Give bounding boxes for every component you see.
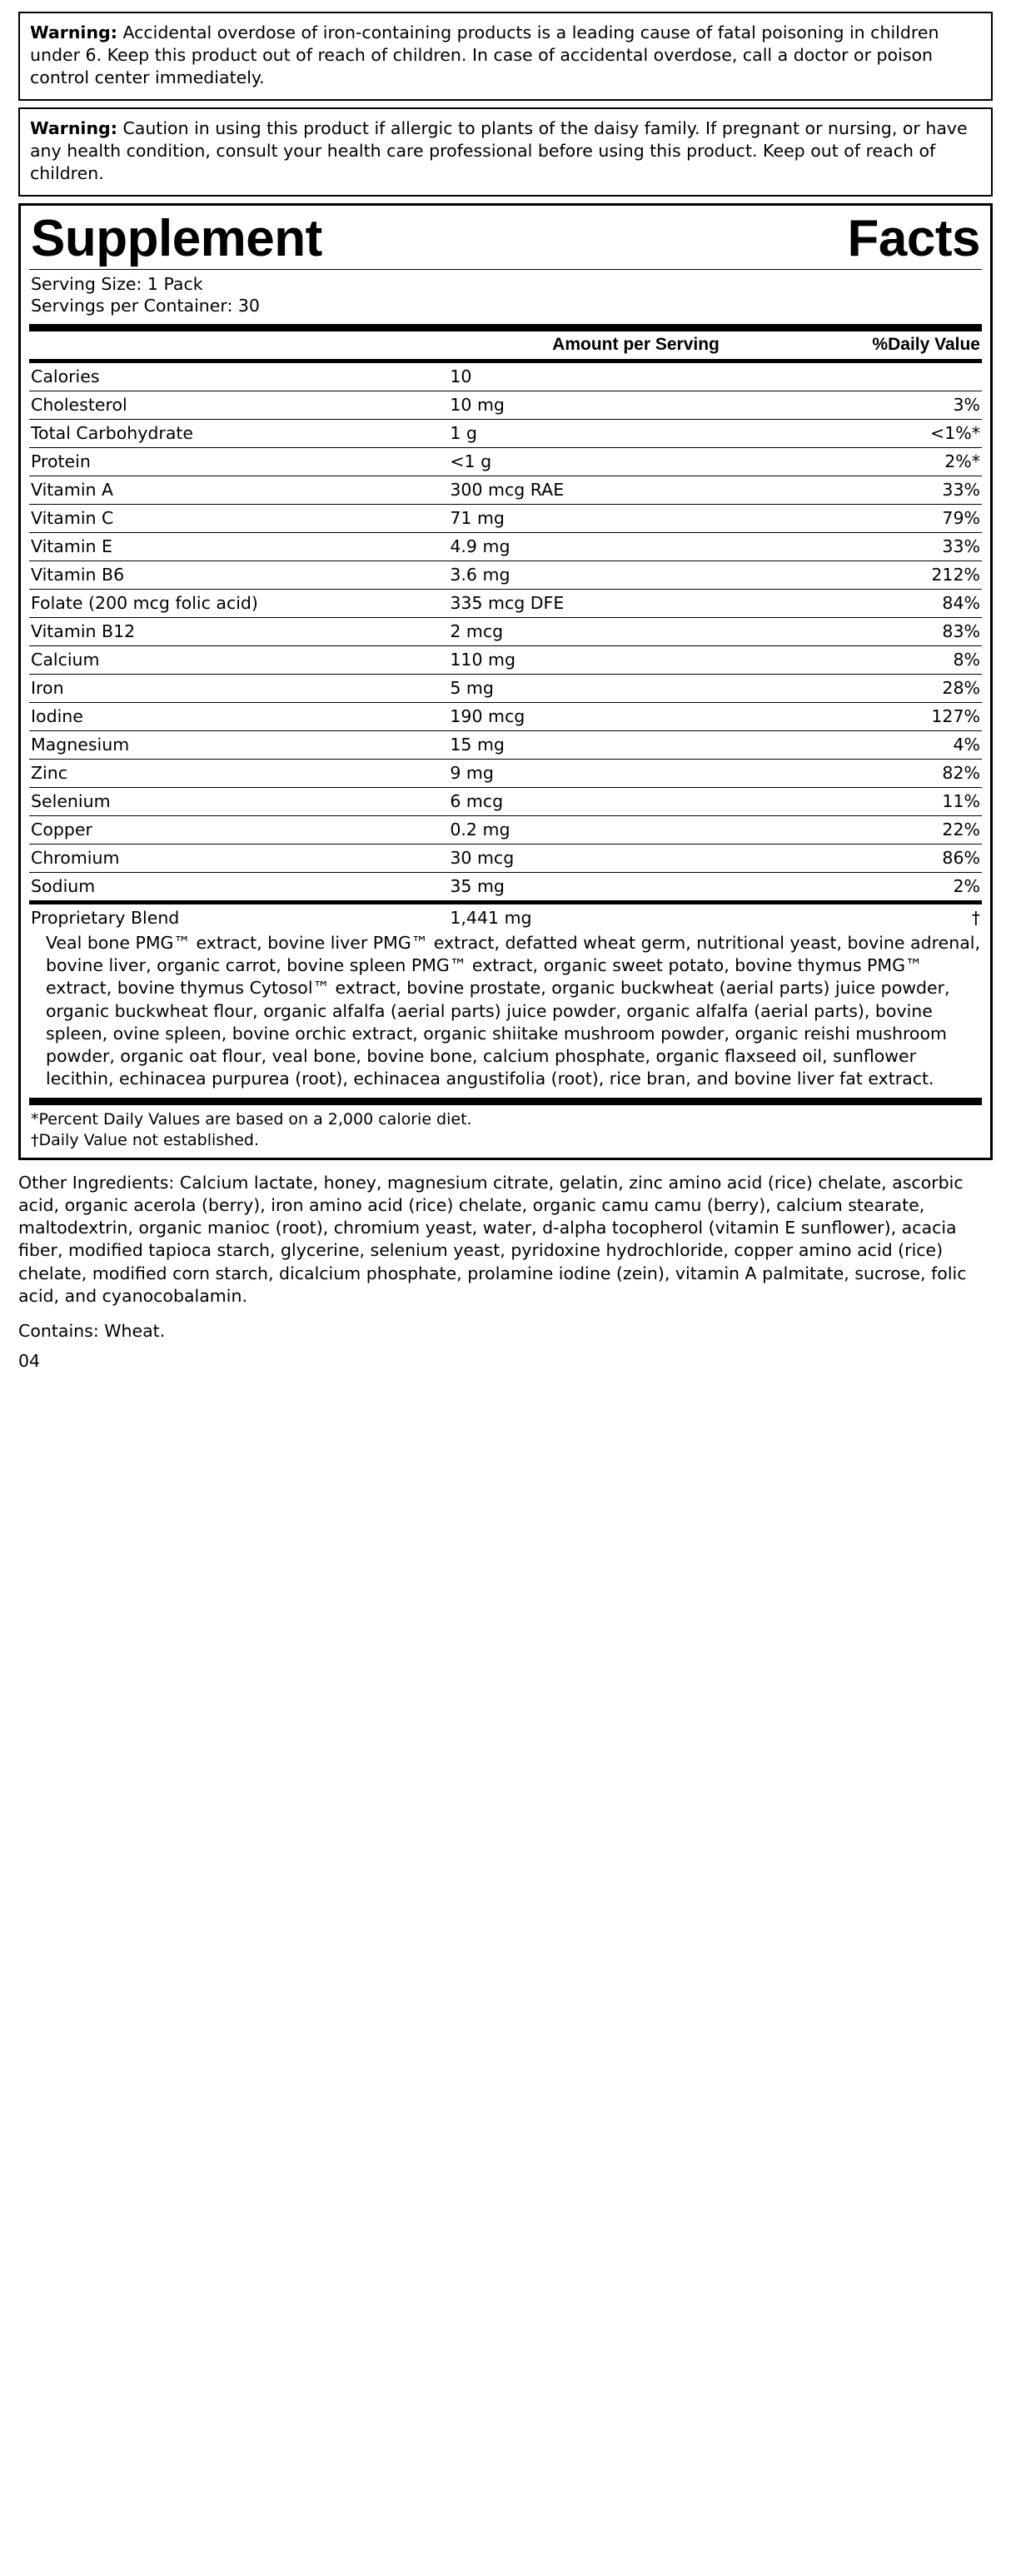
nutrient-daily-value: 83%	[763, 617, 982, 645]
nutrient-amount: 6 mcg	[448, 787, 763, 815]
nutrient-daily-value: 84%	[763, 589, 982, 617]
warning-text-iron	[30, 22, 981, 89]
serving-info	[29, 270, 982, 322]
nutrient-name: Vitamin B12	[29, 617, 448, 645]
nutrient-amount: 5 mg	[448, 674, 763, 702]
nutrient-name: Total Carbohydrate	[29, 419, 448, 447]
table-row	[29, 447, 982, 476]
nutrient-amount: 2 mcg	[448, 617, 763, 645]
nutrient-amount: 4.9 mg	[448, 532, 763, 561]
nutrient-name: Vitamin A	[29, 476, 448, 504]
table-row	[29, 645, 982, 674]
warning-lead: Warning:	[30, 22, 117, 42]
nutrient-amount: 71 mg	[448, 504, 763, 532]
nutrient-name: Calories	[31, 366, 100, 386]
table-row	[29, 674, 982, 702]
table-row	[29, 872, 982, 900]
nutrient-daily-value: <1%*	[763, 419, 982, 447]
blend-name: Proprietary Blend	[31, 907, 180, 928]
nutrient-daily-value	[763, 363, 982, 391]
nutrient-daily-value: 2%	[763, 872, 982, 900]
nutrient-name: Chromium	[29, 844, 448, 872]
servings-per-container: Servings per Container: 30	[31, 296, 260, 316]
nutrient-name: Selenium	[29, 787, 448, 815]
warning-text-allergy	[30, 117, 981, 185]
nutrient-name: Folate (200 mcg folic acid)	[29, 589, 448, 617]
warning-body: Accidental overdose of iron-containing products is a leading cause of fatal poisoning in children under 6. Keep this product out of reach of children. In case of accidental overdose, call a doctor or poison control center immediately.	[30, 22, 939, 88]
table-row	[29, 589, 982, 617]
nutrient-name: Iron	[29, 674, 448, 702]
nutrient-amount: 110 mg	[448, 645, 763, 674]
title-word-facts: Facts	[847, 210, 980, 268]
nutrient-amount: 35 mg	[448, 872, 763, 900]
nutrient-amount: 190 mcg	[448, 702, 763, 730]
nutrient-daily-value: 33%	[763, 476, 982, 504]
table-row	[29, 815, 982, 844]
footnotes	[29, 1105, 982, 1151]
table-row	[29, 617, 982, 645]
nutrient-daily-value: 2%*	[763, 447, 982, 476]
nutrient-name: Sodium	[29, 872, 448, 900]
supplement-facts-title	[29, 211, 982, 268]
nutrient-name: Copper	[29, 815, 448, 844]
nutrition-table	[29, 331, 982, 359]
table-row	[29, 476, 982, 504]
table-row	[29, 391, 982, 419]
nutrient-daily-value: 22%	[763, 815, 982, 844]
nutrient-name: Vitamin C	[29, 504, 448, 532]
nutrient-name: Cholesterol	[29, 391, 448, 419]
allergen-contains: Contains: Wheat.	[18, 1321, 166, 1342]
nutrient-daily-value: 86%	[763, 844, 982, 872]
warning-lead: Warning:	[30, 118, 117, 139]
nutrient-amount: 3.6 mg	[448, 561, 763, 589]
other-ingredients: Other Ingredients: Calcium lactate, honey, magnesium citrate, gelatin, zinc amino acid (rice) chelate, ascorbic acid, organic acerola (berry), iron amino acid (rice) chelate, organic camu camu (berry), calcium stearate, maltodextrin, organic manioc (root), chromium yeast, water, d-alpha tocopherol (vitamin E sunflower), acacia fiber, modified tapioca starch, glycerine, selenium yeast, pyridoxine hydrochloride, copper amino acid (rice) chelate, modified corn starch, dicalcium phosphate, prolamine iodine (zein), vitamin A palmitate, sucrose, folic acid, and cyanocobalamin.	[18, 1172, 967, 1306]
table-row	[29, 363, 982, 391]
header-divider-thick	[29, 324, 982, 331]
nutrient-amount: 300 mcg RAE	[448, 476, 763, 504]
table-row	[29, 702, 982, 730]
table-row	[29, 504, 982, 532]
nutrient-daily-value: 28%	[763, 674, 982, 702]
nutrient-daily-value: 8%	[763, 645, 982, 674]
warning-body: Caution in using this product if allergic to plants of the daisy family. If pregnant or nursing, or have any health condition, consult your health care professional before using this product. Keep out of reach of children.	[30, 118, 968, 184]
nutrient-daily-value: 33%	[763, 532, 982, 561]
warning-box-allergy	[18, 107, 993, 197]
nutrient-amount: 10 mg	[448, 391, 763, 419]
footnote-percent-dv: *Percent Daily Values are based on a 2,000 calorie diet.	[31, 1109, 472, 1129]
table-row	[29, 419, 982, 447]
nutrient-name: Calcium	[29, 645, 448, 674]
column-header-amount: Amount per Serving	[552, 334, 720, 354]
warning-box-iron	[18, 12, 993, 101]
footnote-divider	[29, 1098, 982, 1105]
nutrient-amount: 9 mg	[448, 759, 763, 787]
nutrient-daily-value: 82%	[763, 759, 982, 787]
column-header-daily-value: %Daily Value	[872, 334, 980, 354]
table-header-row	[29, 331, 982, 359]
nutrient-amount: 10	[450, 366, 472, 386]
nutrient-daily-value: 11%	[763, 787, 982, 815]
nutrient-name: Vitamin B6	[29, 561, 448, 589]
table-row	[29, 787, 982, 815]
nutrient-amount: 0.2 mg	[448, 815, 763, 844]
blend-daily-value: †	[971, 907, 980, 928]
nutrient-daily-value: 79%	[763, 504, 982, 532]
nutrient-rows	[29, 363, 982, 900]
nutrient-amount: <1 g	[448, 447, 763, 476]
title-word-supplement: Supplement	[31, 210, 322, 268]
revision-code: 04	[18, 1351, 41, 1372]
nutrient-amount: 335 mcg DFE	[448, 589, 763, 617]
blend-rows	[29, 904, 982, 932]
nutrient-daily-value: 127%	[763, 702, 982, 730]
nutrient-daily-value: 212%	[763, 561, 982, 589]
table-row	[29, 844, 982, 872]
nutrient-name: Zinc	[29, 759, 448, 787]
nutrition-table-head	[29, 331, 982, 359]
serving-size: Serving Size: 1 Pack	[31, 273, 203, 294]
nutrient-daily-value: 3%	[763, 391, 982, 419]
footnote-dv-not-established: †Daily Value not established.	[31, 1130, 260, 1149]
table-row	[29, 730, 982, 759]
blend-amount: 1,441 mg	[450, 907, 532, 928]
nutrient-rows-table	[29, 363, 982, 900]
nutrient-name: Vitamin E	[29, 532, 448, 561]
nutrient-name: Iodine	[29, 702, 448, 730]
nutrient-name: Magnesium	[29, 730, 448, 759]
table-row	[29, 759, 982, 787]
table-row	[29, 532, 982, 561]
blend-table	[29, 904, 982, 932]
nutrient-amount: 15 mg	[448, 730, 763, 759]
blend-ingredient-list: Veal bone PMG™ extract, bovine liver PMG™ extract, defatted wheat germ, nutritional yeast, bovine adrenal, bovine liver, organic carrot, bovine spleen PMG™ extract, organic sweet potato, bovine thymus PMG™ extract, bovine thymus Cytosol™ extract, bovine prostate, organic buckwheat (aerial parts) juice powder, organic buckwheat flour, organic alfalfa (aerial parts) juice powder, organic alfalfa (aerial parts), bovine spleen, ovine spleen, bovine orchic extract, organic shiitake mushroom powder, organic reishi mushroom powder, organic oat flour, veal bone, bovine bone, calcium phosphate, organic flaxseed oil, sunflower lecithin, echinacea purpurea (root), echinacea angustifolia (root), rice bran, and bovine liver fat extract.	[46, 932, 980, 1089]
table-row	[29, 561, 982, 589]
nutrient-amount: 1 g	[448, 419, 763, 447]
nutrient-daily-value: 4%	[763, 730, 982, 759]
nutrient-amount: 30 mcg	[448, 844, 763, 872]
supplement-facts-panel	[18, 203, 993, 1159]
table-row-blend	[29, 904, 982, 932]
column-header-name	[29, 331, 448, 359]
nutrient-name: Protein	[29, 447, 448, 476]
